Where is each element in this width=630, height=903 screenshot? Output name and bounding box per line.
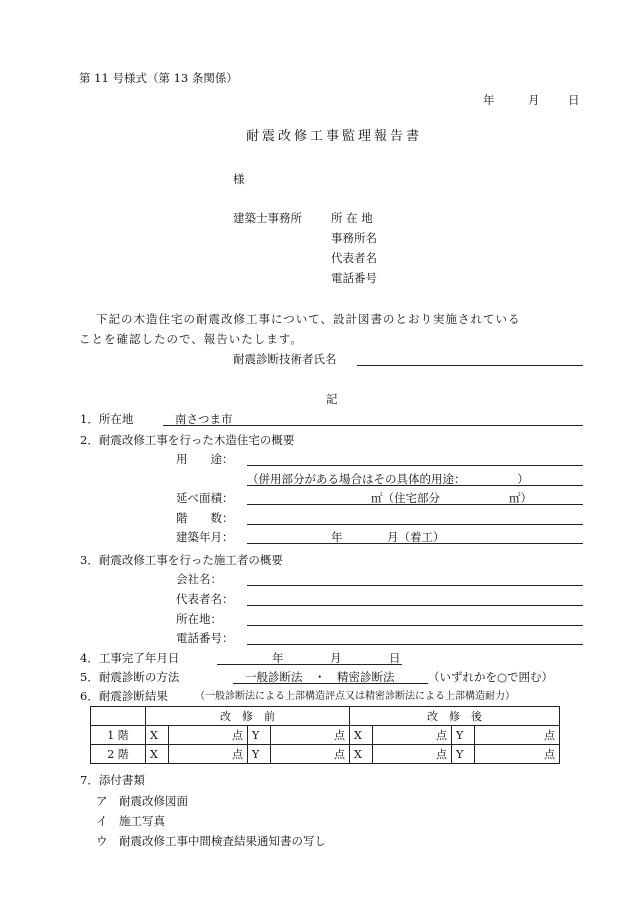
- x-label: X: [350, 726, 373, 745]
- floor-label: 1 階: [91, 726, 146, 745]
- built-year: 年: [331, 530, 343, 544]
- method-note: （いずれかを○で囲む）: [428, 670, 554, 684]
- floor-label: 2 階: [91, 745, 146, 764]
- office-heading: 建築士事務所: [233, 211, 302, 225]
- body-text-line2: ことを確認したので、報告いたします。: [79, 332, 303, 346]
- after-x-score[interactable]: 点: [373, 726, 452, 745]
- floor-area-units: ㎡（住宅部分 ㎡）: [371, 491, 532, 505]
- method-label: 5．耐震診断の方法: [80, 670, 180, 684]
- x-label: X: [350, 745, 373, 764]
- date-year: 年: [483, 93, 495, 107]
- attachment-item: ウ 耐震改修工事中間検査結果通知書の写し: [96, 834, 326, 848]
- floor-area-line[interactable]: [247, 504, 583, 505]
- contractor-rep-label: 代表者名：: [176, 592, 234, 606]
- overview-heading: 2．耐震改修工事を行った木造住宅の概要: [80, 433, 295, 447]
- table-row: [91, 745, 560, 764]
- tech-name-label: 耐震診断技術者氏名: [233, 352, 337, 366]
- location-line[interactable]: [163, 425, 583, 426]
- tech-name-line[interactable]: [357, 365, 583, 366]
- usage-line[interactable]: [247, 465, 583, 466]
- result-table: [90, 706, 560, 764]
- contractor-address-label: 所在地：: [176, 612, 222, 626]
- before-x-score[interactable]: 点: [169, 726, 248, 745]
- after-header: 改 修 後: [350, 707, 560, 726]
- addressee-suffix: 様: [233, 172, 245, 186]
- floors-label: 階 数：: [176, 511, 234, 525]
- contractor-phone-label: 電話番号：: [176, 631, 234, 645]
- usage-note: （併用部分がある場合はその具体的用途： ）: [247, 472, 529, 486]
- y-label: Y: [452, 726, 475, 745]
- before-header: 改 修 前: [146, 707, 350, 726]
- result-label: 6．耐震診断結果: [80, 689, 168, 703]
- office-rep-label: 代表者名: [331, 251, 377, 265]
- completion-line[interactable]: [217, 664, 402, 665]
- built-line[interactable]: [247, 543, 583, 544]
- before-x-score[interactable]: 点: [169, 745, 248, 764]
- office-name-label: 事務所名: [331, 231, 377, 245]
- completion-year: 年: [272, 651, 284, 665]
- floor-area-label: 延べ面積：: [176, 491, 234, 505]
- usage-label: 用 途：: [176, 452, 234, 466]
- office-address-label: 所 在 地: [331, 211, 373, 225]
- form-number: 第 11 号様式（第 13 条関係）: [79, 71, 238, 85]
- result-note: （一般診断法による上部構造評点又は精密診断法による上部構造耐力）: [195, 691, 515, 702]
- floors-line[interactable]: [247, 524, 583, 525]
- result-header-row: [91, 707, 560, 726]
- completion-day: 日: [389, 651, 401, 665]
- ki-heading: 記: [326, 392, 338, 406]
- attachments-label: 7．添付書類: [80, 773, 145, 787]
- date-month: 月: [528, 93, 540, 107]
- company-line[interactable]: [247, 585, 583, 586]
- body-text-line1: 下記の木造住宅の耐震改修工事について、設計図書のとおり実施されている: [96, 312, 521, 326]
- y-label: Y: [452, 745, 475, 764]
- x-label: X: [146, 726, 169, 745]
- table-row: [91, 726, 560, 745]
- completion-label: 4．工事完了年月日: [80, 651, 180, 665]
- y-label: Y: [248, 745, 271, 764]
- built-month: 月（着工）: [387, 530, 445, 544]
- contractor-phone-line[interactable]: [247, 644, 583, 645]
- location-label: 1．所在地: [80, 412, 134, 426]
- after-y-score[interactable]: 点: [475, 745, 560, 764]
- contractor-address-line[interactable]: [247, 625, 583, 626]
- usage-note-line[interactable]: [247, 485, 583, 486]
- contractor-rep-line[interactable]: [247, 605, 583, 606]
- after-x-score[interactable]: 点: [373, 745, 452, 764]
- after-y-score[interactable]: 点: [475, 726, 560, 745]
- method-line: [233, 683, 428, 684]
- company-label: 会社名：: [176, 572, 222, 586]
- method-options[interactable]: 一般診断法 ・ 精密診断法: [245, 670, 395, 684]
- y-label: Y: [248, 726, 271, 745]
- built-label: 建築年月：: [176, 530, 234, 544]
- attachment-item: イ 施工写真: [96, 814, 165, 828]
- contractor-heading: 3．耐震改修工事を行った施工者の概要: [80, 553, 283, 567]
- header-blank-cell: [91, 707, 146, 726]
- before-y-score[interactable]: 点: [271, 726, 350, 745]
- x-label: X: [146, 745, 169, 764]
- date-day: 日: [568, 93, 580, 107]
- office-phone-label: 電話番号: [331, 271, 377, 285]
- attachment-item: ア 耐震改修図面: [96, 794, 188, 808]
- document-title: 耐震改修工事監理報告書: [246, 129, 423, 144]
- location-value: 南さつま市: [175, 412, 233, 426]
- completion-month: 月: [330, 651, 342, 665]
- before-y-score[interactable]: 点: [271, 745, 350, 764]
